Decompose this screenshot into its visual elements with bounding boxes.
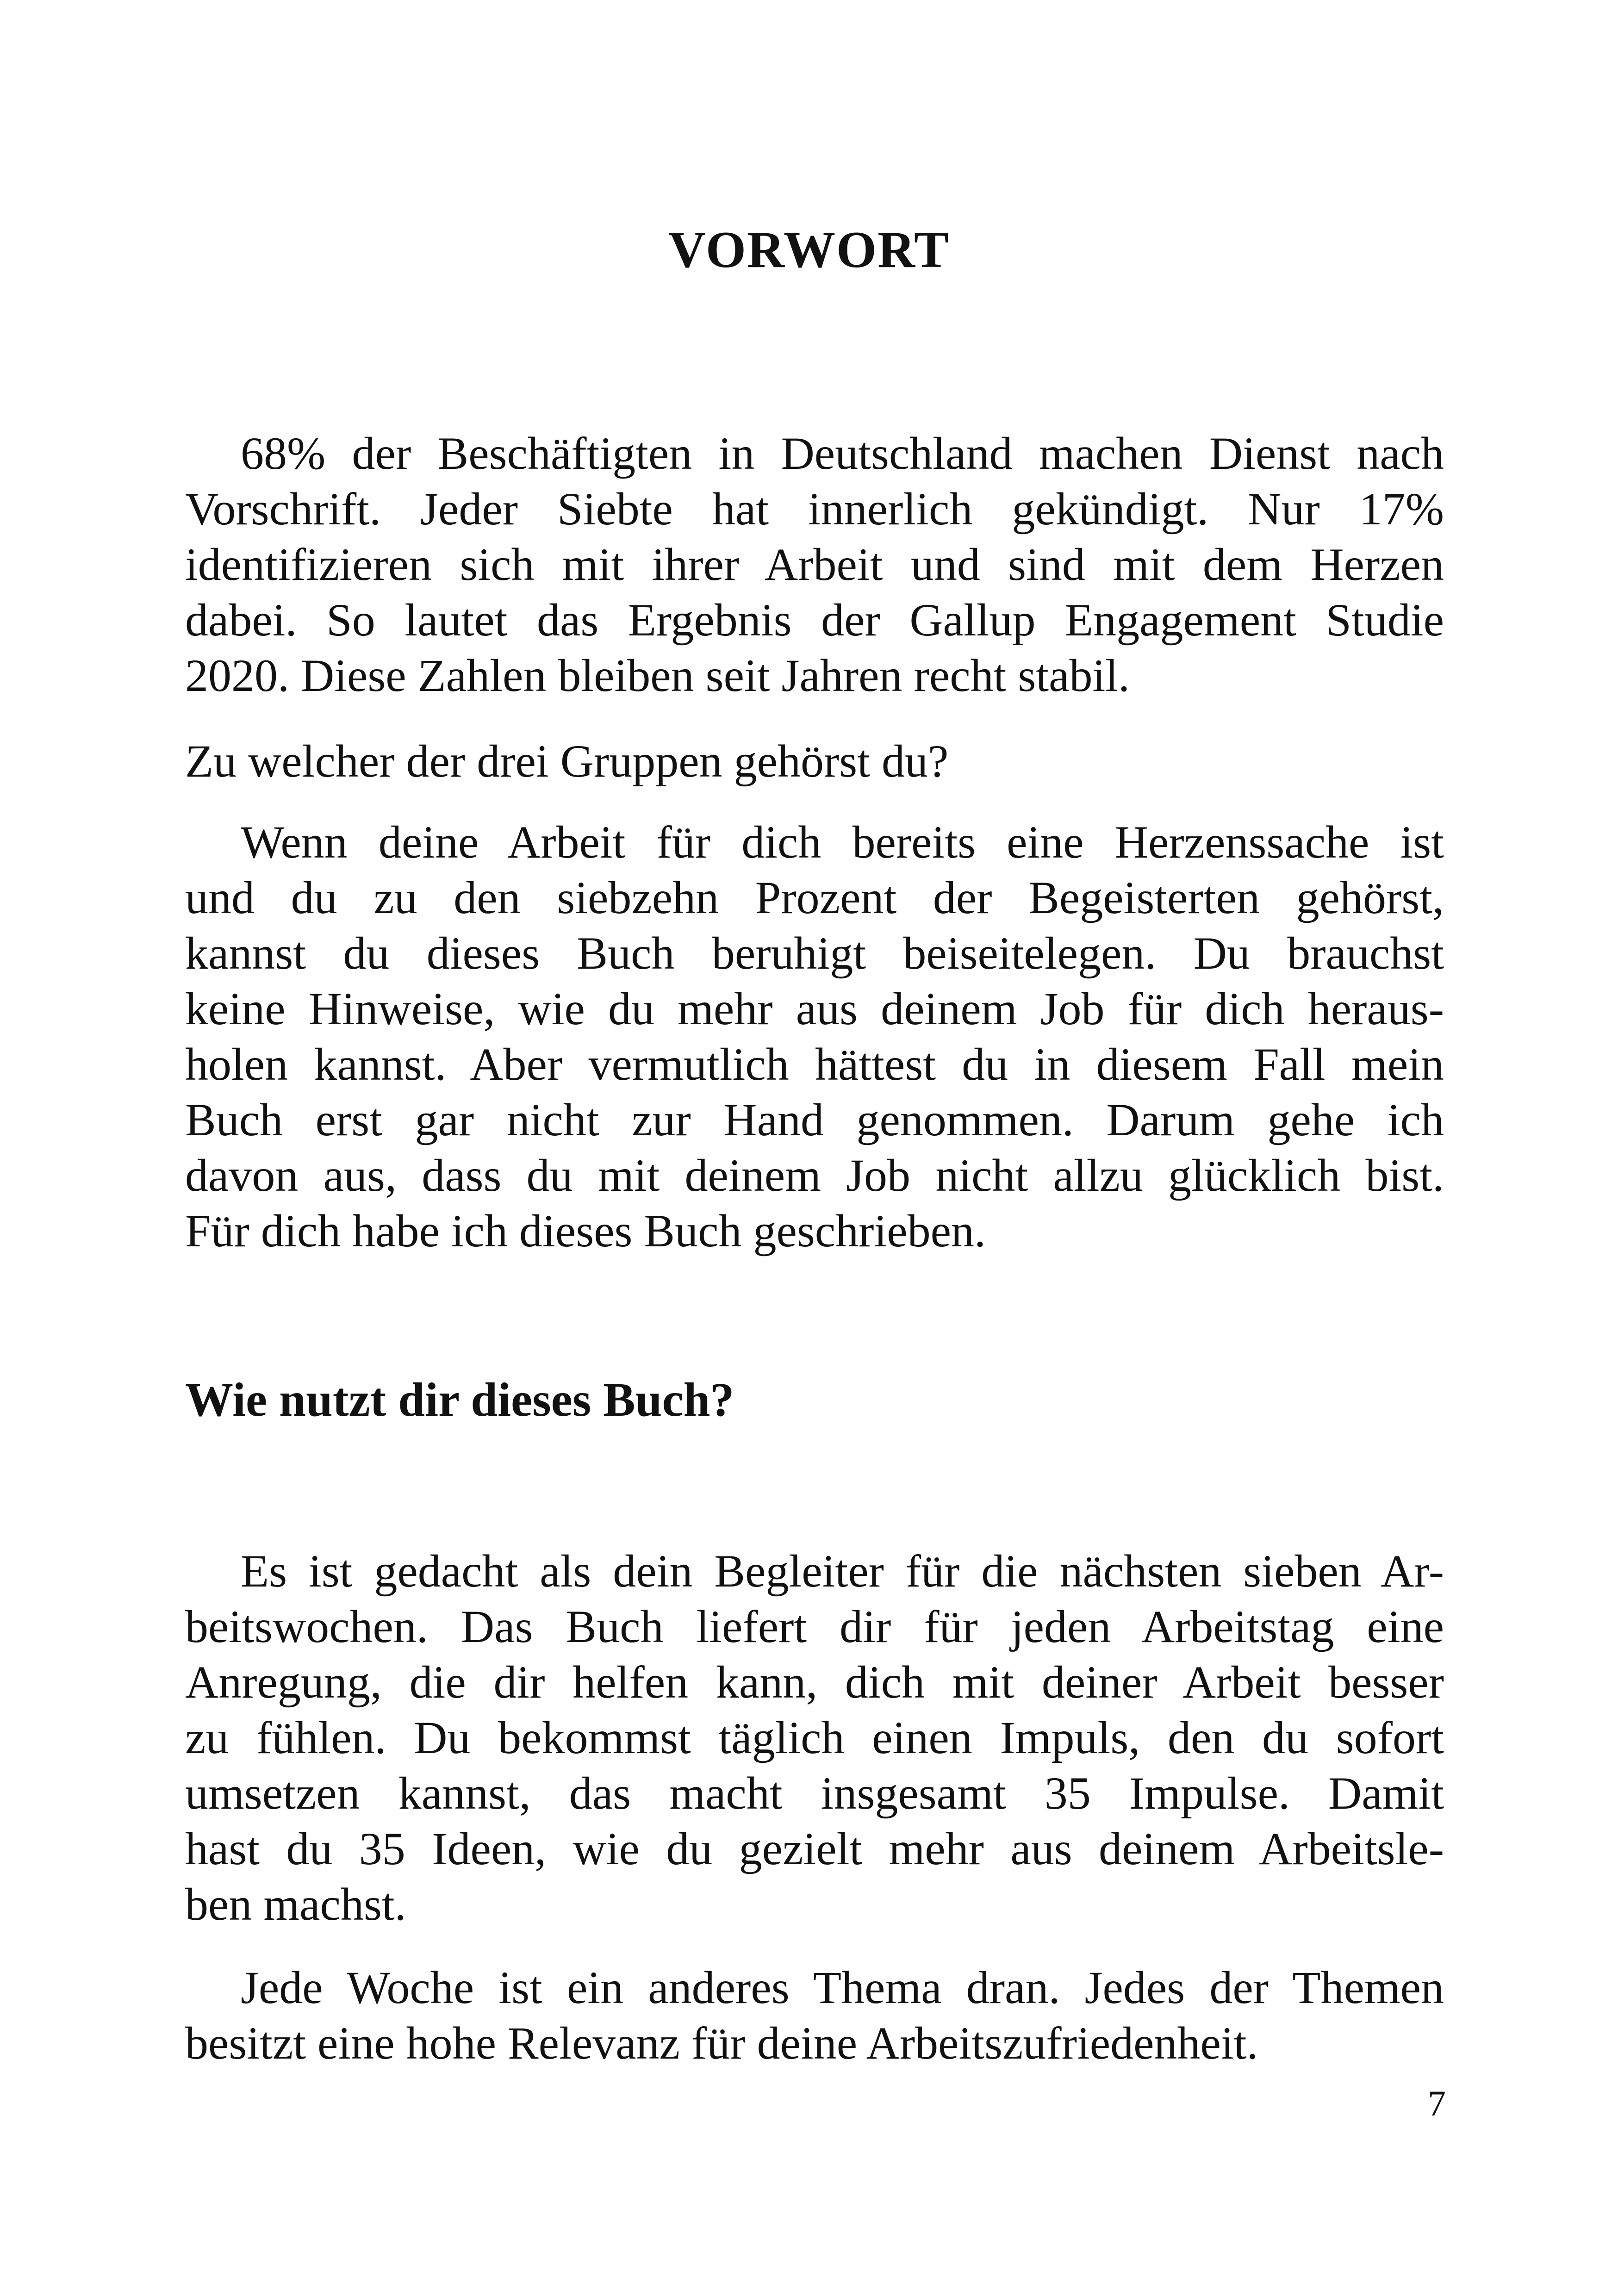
text-line: Für dich habe ich dieses Buch geschrieben. xyxy=(185,1205,986,1257)
text-line: Vorschrift. Jeder Siebte hat innerlich gekündigt. Nur 17% xyxy=(185,483,1444,535)
text-line: zu fühlen. Du bekommst täglich einen Impuls, den du sofort xyxy=(185,1712,1444,1763)
second-paragraph xyxy=(185,815,1444,1259)
text-line: ben machst. xyxy=(185,1879,406,1930)
question-text: Zu welcher der drei Gruppen gehörst du? xyxy=(185,735,949,787)
text-line: besitzt eine hohe Relevanz für deine Arbeitszufriedenheit. xyxy=(185,2017,1258,2069)
text-line: kannst du dieses Buch beruhigt beiseitelegen. Du brauchst xyxy=(185,927,1444,979)
text-line: dabei. So lautet das Ergebnis der Gallup Engagement Studie xyxy=(185,594,1444,646)
third-paragraph xyxy=(185,1543,1444,1932)
text-line: umsetzen kannst, das macht insgesamt 35 Impulse. Damit xyxy=(185,1767,1444,1819)
text-line: beitswochen. Das Buch liefert dir für jeden Arbeitstag eine xyxy=(185,1601,1444,1652)
text-line: Buch erst gar nicht zur Hand genommen. Darum gehe ich xyxy=(185,1094,1444,1145)
page-number: 7 xyxy=(1428,2083,1446,2123)
intro-paragraph xyxy=(185,426,1444,703)
page-title: VORWORT xyxy=(668,221,950,279)
text-line: identifizieren sich mit ihrer Arbeit und sind mit dem Herzen xyxy=(185,539,1444,590)
text-line: und du zu den siebzehn Prozent der Begeisterten gehörst, xyxy=(185,872,1444,923)
text-line: 68% der Beschäftigten in Deutschland machen Dienst nach xyxy=(241,428,1444,479)
text-line: Anregung, die dir helfen kann, dich mit deiner Arbeit besser xyxy=(185,1656,1444,1708)
text-line: hast du 35 Ideen, wie du gezielt mehr aus deinem Arbeitsle- xyxy=(185,1823,1444,1874)
text-line: Jede Woche ist ein anderes Thema dran. Jedes der Themen xyxy=(241,1962,1444,2013)
text-line: 2020. Diese Zahlen bleiben seit Jahren recht stabil. xyxy=(185,650,1130,701)
text-line: holen kannst. Aber vermutlich hättest du in diesem Fall mein xyxy=(185,1039,1444,1090)
text-line: davon aus, dass du mit deinem Job nicht allzu glücklich bist. xyxy=(185,1150,1444,1201)
text-line: Es ist gedacht als dein Begleiter für die nächsten sieben Ar- xyxy=(241,1545,1444,1597)
question-paragraph xyxy=(185,734,1444,789)
section-heading: Wie nutzt dir dieses Buch? xyxy=(185,1373,734,1426)
text-line: keine Hinweise, wie du mehr aus deinem Job für dich heraus- xyxy=(185,983,1444,1034)
fourth-paragraph xyxy=(185,1960,1444,2071)
text-line: Wenn deine Arbeit für dich bereits eine Herzenssache ist xyxy=(241,816,1444,868)
